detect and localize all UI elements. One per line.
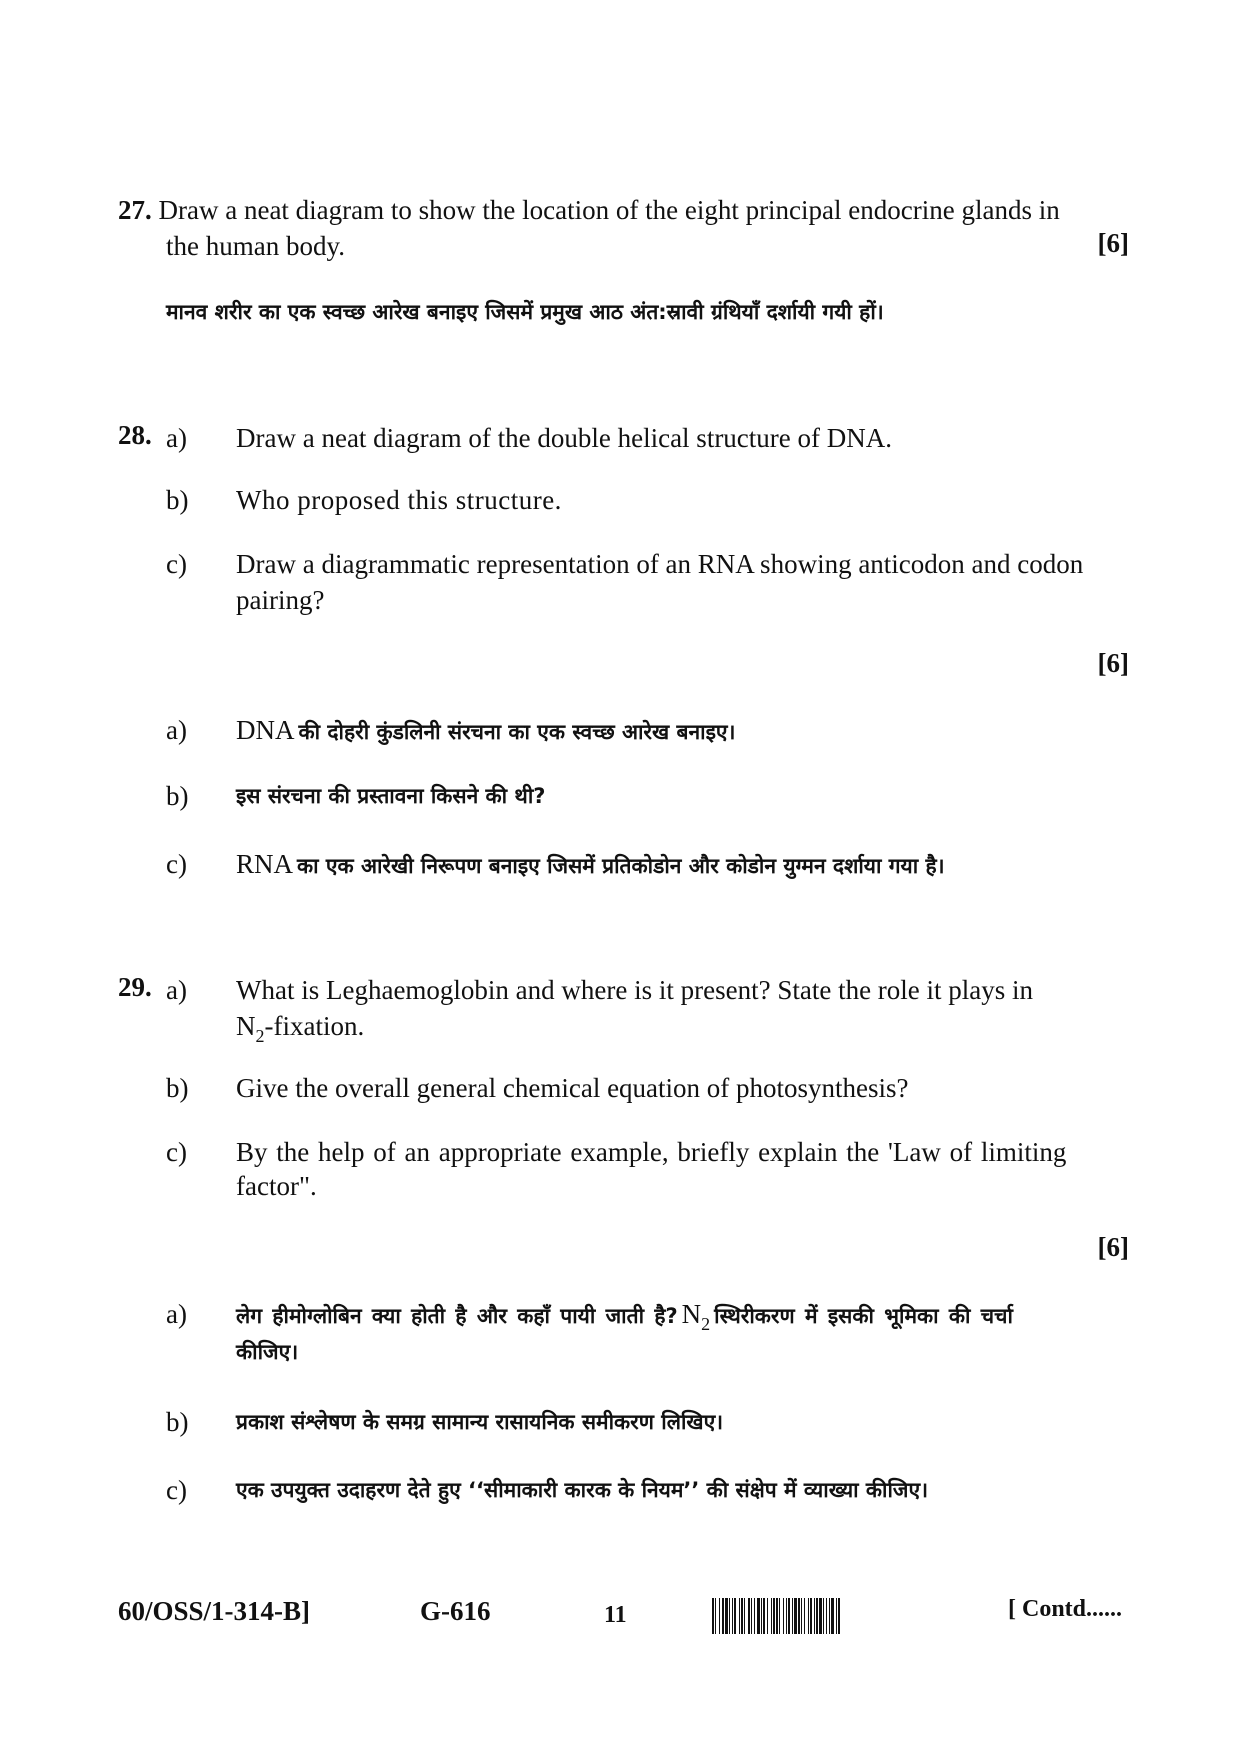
q29-a-hindi-n-subscript: 2 (701, 1314, 711, 1334)
q29-b-text: Give the overall general chemical equation of photosynthesis? (236, 1073, 909, 1103)
q28-b-hi-label: b) (166, 781, 189, 811)
q28-a-label: a) (166, 423, 187, 453)
barcode (712, 1598, 984, 1634)
q29-a-hi-label: a) (166, 1299, 187, 1329)
q28-b-hindi: इस संरचना की प्रस्तावना किसने की थी? (236, 784, 546, 808)
barcode-bar (840, 1598, 841, 1634)
footer-contd: [ Contd...... (1008, 1596, 1123, 1622)
q28-c-text-line2: pairing? (236, 585, 325, 615)
q29-a-hindi-part1: लेग हीमोग्लोबिन क्या होती है और कहाँ पायी जाती है? (236, 1304, 678, 1328)
q29-marks: [6] (1097, 1232, 1129, 1262)
footer-page-number: 11 (604, 1602, 627, 1628)
q29-a-text-line1: What is Leghaemoglobin and where is it present? State the role it plays in (236, 975, 1034, 1005)
q29-a-hindi-line1 (236, 1296, 1136, 1335)
footer-paper-code: 60/OSS/1-314-B] (118, 1596, 311, 1626)
q27-text-line2: the human body. (166, 231, 345, 261)
q29-a-hindi-part2: स्थिरीकरण में इसकी भूमिका की चर्चा (714, 1304, 1013, 1328)
q29-a-n-subscript: 2 (255, 1026, 265, 1046)
q28-number: 28. (118, 420, 152, 450)
q29-c-hi-label: c) (166, 1475, 187, 1505)
q29-a-hindi-n: N (681, 1299, 702, 1329)
q29-c-text-line1: By the help of an appropriate example, briefly explain the 'Law of limiting (236, 1137, 1067, 1167)
q28-c-hi-label: c) (166, 849, 187, 879)
q29-a-line2-rest: -fixation. (264, 1011, 365, 1041)
q28-a-text: Draw a neat diagram of the double helical structure of DNA. (236, 423, 893, 453)
q28-a-hindi-prefix: DNA (236, 715, 295, 745)
q28-c-hindi-text: का एक आरेखी निरूपण बनाइए जिसमें प्रतिकोडोन और कोडोन युग्मन दर्शाया गया है। (297, 854, 945, 878)
footer-series: G-616 (420, 1596, 491, 1626)
q28-a-hindi-text: की दोहरी कुंडलिनी संरचना का एक स्वच्छ आरेख बनाइए। (298, 720, 736, 744)
q28-a-hindi (236, 712, 735, 748)
q28-a-hi-label: a) (166, 715, 187, 745)
q28-c-hindi-prefix: RNA (236, 849, 294, 879)
q29-b-hi-label: b) (166, 1407, 189, 1437)
q27-line1 (118, 192, 1128, 228)
q27-marks: [6] (1097, 228, 1129, 258)
q28-c-label: c) (166, 549, 187, 579)
q28-c-hindi (236, 846, 1146, 882)
q29-c-label: c) (166, 1137, 187, 1167)
q28-b-text: Who proposed this structure. (236, 485, 562, 515)
q29-a-hindi-line2: कीजिए। (236, 1340, 299, 1364)
q29-b-hindi: प्रकाश संश्लेषण के समग्र सामान्य रासायनिक समीकरण लिखिए। (236, 1410, 724, 1434)
q29-a-label: a) (166, 975, 187, 1005)
q28-c-text-line1: Draw a diagrammatic representation of an RNA showing anticodon and codon (236, 549, 1084, 579)
q29-c-text-line2: factor". (236, 1171, 317, 1201)
q27-text-line1: Draw a neat diagram to show the location of the eight principal endocrine glands in (158, 195, 1060, 225)
q29-number: 29. (118, 972, 152, 1002)
q29-a-n: N (236, 1011, 256, 1041)
q28-marks: [6] (1097, 648, 1129, 678)
q29-a-text-line2 (236, 1008, 364, 1047)
q27-number: 27. (118, 195, 152, 225)
q29-c-hindi: एक उपयुक्त उदाहरण देते हुए ‘‘सीमाकारी कारक के नियम’’ की संक्षेप में व्याख्या कीजिए। (236, 1478, 929, 1502)
q27-hindi: मानव शरीर का एक स्वच्छ आरेख बनाइए जिसमें प्रमुख आठ अंत:स्रावी ग्रंथियाँ दर्शायी गयी हों। (166, 300, 884, 324)
q29-b-label: b) (166, 1073, 189, 1103)
q28-b-label: b) (166, 485, 189, 515)
